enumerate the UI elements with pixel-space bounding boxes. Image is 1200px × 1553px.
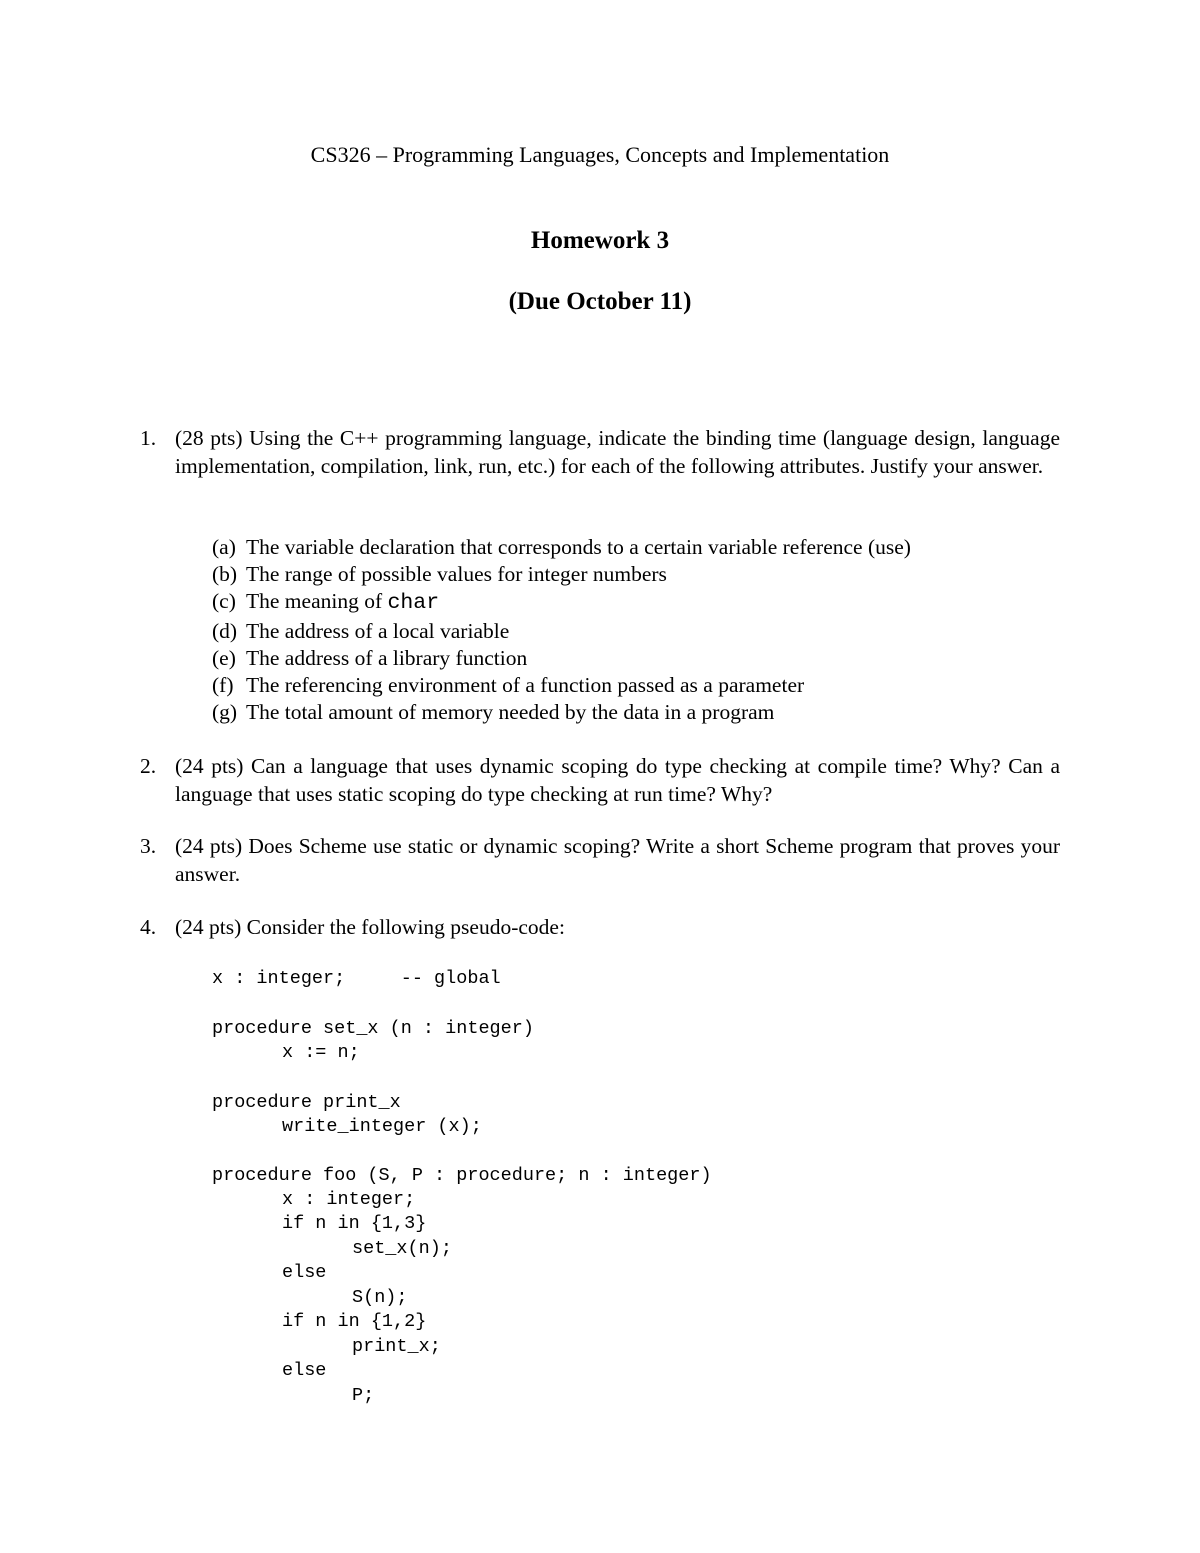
code-line: set_x(n); [352,1238,452,1259]
sub-item-label: (g) [212,700,238,725]
code-line: procedure print_x [212,1092,401,1113]
question-text: (24 pts) Can a language that uses dynamic scoping do type checking at compile time? Why? Can a language that uses static scoping do type checking at run time? Why? [175,754,1060,806]
sub-item-c [212,588,1062,617]
homework-title: Homework 3 [530,227,670,254]
code-line: print_x; [352,1336,441,1357]
sub-item-f [212,672,1062,699]
question-number: 4. [140,915,157,939]
question-text: (24 pts) Does Scheme use static or dynamic scoping? Write a short Scheme program that proves your answer. [175,834,1060,886]
code-line: P; [352,1385,375,1406]
question-text: (28 pts) Using the C++ programming language, indicate the binding time (language design, language implementation, compilation, link, run, etc.) for each of the following attributes. Justify your answer. [175,426,1060,478]
sub-item-label: (c) [212,589,236,614]
sub-item-label: (d) [212,618,238,643]
question-number: 3. [140,834,157,858]
sub-item-b [212,561,1062,588]
sub-item-text: The range of possible values for integer numbers [246,562,667,587]
sub-item-label: (f) [212,673,234,698]
code-line: x : integer; [282,1189,416,1210]
question-4 [140,914,1060,942]
question-number: 2. [140,754,157,778]
sub-item-label: (a) [212,535,236,559]
question-2 [140,753,1060,808]
code-line: procedure foo (S, P : procedure; n : integer) [212,1165,712,1186]
question-number: 1. [140,426,157,450]
sub-item-g [212,699,1062,726]
sub-item-label: (e) [212,645,236,670]
sub-item-text: The address of a local variable [246,618,510,643]
sub-item-text: The address of a library function [246,645,528,670]
code-line: write_integer (x); [282,1116,482,1137]
code-line: else [282,1262,327,1283]
code-line: if n in {1,2} [282,1311,427,1332]
question-1-sub-items [212,534,1062,726]
sub-item-label: (b) [212,562,238,587]
question-1 [140,425,1060,480]
sub-item-text: The meaning of [246,589,388,614]
due-date: (Due October 11) [508,288,692,315]
code-line: procedure set_x (n : integer) [212,1018,534,1039]
code-line: x := n; [282,1042,360,1063]
sub-item-text: The total amount of memory needed by the data in a program [246,700,775,725]
code-line: if n in {1,3} [282,1213,427,1234]
code-line: S(n); [352,1287,408,1308]
question-3 [140,833,1060,888]
sub-item-text: The variable declaration that corresponds to a certain variable reference (use) [246,535,911,559]
question-text: (24 pts) Consider the following pseudo-code: [175,915,565,939]
code-line: x : integer; -- global [212,968,501,989]
course-title: CS326 – Programming Languages, Concepts and Implementation [310,142,890,167]
sub-item-a [212,534,1062,561]
sub-item-e [212,645,1062,672]
code-line: else [282,1360,327,1381]
sub-item-text: The referencing environment of a function passed as a parameter [246,673,805,698]
sub-item-code: char [387,591,440,616]
sub-item-d [212,618,1062,645]
